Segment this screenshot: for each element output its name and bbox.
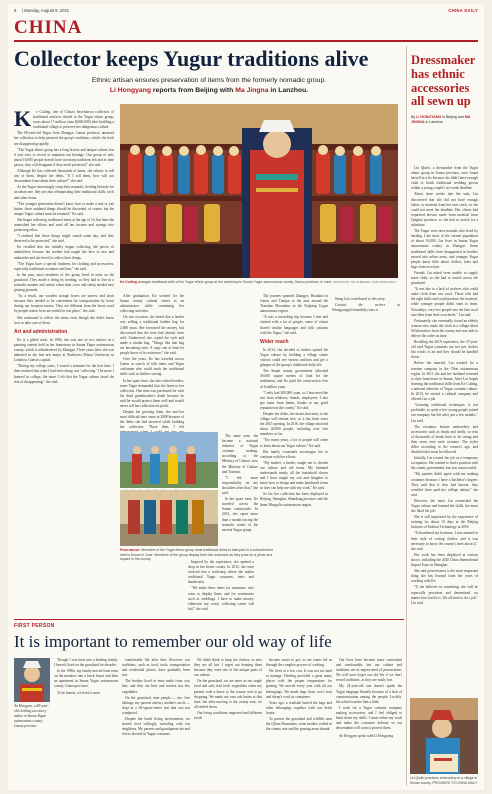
paragraph: So far, her collection has been displayed in Beijing, Shanghai, Shandong province and the Inner Mongolia autonomous region. bbox=[260, 492, 328, 507]
byline-text: in Lanzhou bbox=[424, 120, 444, 125]
paragraph: The herders lived in tents made from cow hair, and they ate beef and mutton but few vegetables. bbox=[122, 679, 190, 694]
caption-lead: From above: bbox=[120, 548, 141, 552]
paragraph: "It was due to a lack of workers who could make cloth from raw wool. Those who had the right skills and could produce the material, while younger people didn't want to learn. Nowadays, very few people sew the fine wool into fiber from their own herds," Lin said. bbox=[411, 287, 478, 317]
article-column-2a bbox=[120, 294, 184, 428]
paragraph: Her family constantly encourages her to continue with her efforts. bbox=[260, 449, 328, 459]
paragraph: The Yugur were once nomads who lived by herding. Like most of the current population of about 16,000, Lin lives in Sunan Yugur autonomous county in Zhangye. Some traditional skills have disappeared as herders moved into urban areas, and younger Yugur people knew little about clothes, tents and bags from own hair. bbox=[411, 229, 478, 269]
page-number: 8 bbox=[14, 8, 17, 13]
paragraph: Ke recalled that she initially began collecting old pieces of embroidery because her mother had taught her how to sew and embroider and she loved to collect their things. bbox=[14, 245, 114, 260]
section-title: CHINA bbox=[14, 17, 83, 38]
paragraph: "I realized that these things might vanish some day, and they deserved to be protected," she said. bbox=[14, 234, 114, 244]
contact-note: Contact the writers at lihongyang@chinadaily.com.cn bbox=[332, 303, 400, 313]
paragraph: She began collecting traditional items at the age of 14, but later she intensified her efforts and used all her income and savings into protecting relics. bbox=[14, 217, 114, 233]
portrait-an-hongyan bbox=[14, 658, 50, 702]
first-person-label: FIRST PERSON bbox=[14, 623, 55, 629]
paragraph: The journey spanned Zhangye, Huahaizi in Gansu and Tianjun to the area around the Tianshan Mountains in the Xinjiang Uygur autonomous region. bbox=[260, 294, 328, 314]
paragraph: Over the years, Ke has traveled across Gansu in search of folk items and Yugur craftsmen who could teach her traditional skills such as leather carving. bbox=[120, 357, 184, 377]
subhead-wider-reach: Wider reach bbox=[260, 338, 289, 345]
paragraph: About three weeks into the task, Lin discovered that she did not have enough fabric, or material from her own stock, so she could not meet the deadline. Her clients had requested dresses made from material from Qinghai province, so she had to search for a substitute. bbox=[411, 192, 478, 228]
main-photo-workshop-dolls bbox=[120, 104, 398, 278]
paragraph: "Too many years, a lot of people will come to learn about our Yugur culture," Ke said. bbox=[260, 438, 328, 448]
paragraph: "I only had 300,000 yuan, so I borrowed the rest from relatives, friends, employees. I also got loans from banks, thanks to my good reputation in the county," Ke said. bbox=[260, 390, 328, 410]
paragraph: "It broadened my horizons. I was amazed at their style of cutting clothes, and it was necessary to know the county's tears about it," she said. bbox=[411, 531, 478, 551]
paragraph: In her spare time, Ke traveled across the Sunan countryside. In 2013, she spent more than a month tracing the nomadic routes of the ancient Yugur group. bbox=[222, 497, 258, 532]
photo-cultural-event bbox=[120, 432, 218, 546]
column-text bbox=[54, 658, 118, 696]
paragraph: Our living conditions improved and different foods bbox=[194, 710, 262, 721]
photo-credit: PHOTOS BY YAO XUEFENG / FOR CHINA DAILY bbox=[333, 280, 397, 284]
paragraph: e Cuiling, one of China's best-known collectors of traditional artifacts related to the Yugur ethnic group, owns about 17 million yuan ($260,000) after building a traditional village to preserve her indigenous culture. bbox=[33, 110, 114, 130]
paragraph: On the grassland, nine people — me, five siblings, my parents and my mother's uncle — slept in a 30-square-meter tent that was not windproof. bbox=[122, 695, 190, 715]
page-header bbox=[14, 6, 478, 16]
first-person-rule bbox=[14, 619, 404, 620]
deck-line: Ethnic artisan ensures preservation of items from the formerly nomadic group. bbox=[91, 77, 327, 84]
first-person-byline: An Hongyan spoke with Li Hongyang. bbox=[339, 734, 394, 739]
paragraph: We lived at a low cost. It was not too hard to manage. Herding provided a great many places with the proper temperature for grazing. We moved every year with all our belongings. We made bags from cow's hair and sheep's wool as containers. bbox=[266, 669, 332, 699]
paragraph: Despite her growing fame, she and her most difficult time came in 2008 because of the debts she had incurred while building her collection. "Back then, I felt bbox=[120, 410, 184, 430]
subhead-art: Art and administration bbox=[14, 328, 68, 335]
reporter-name: LI HONGYANG bbox=[416, 115, 442, 119]
column-text bbox=[14, 106, 114, 326]
paragraph: Lin Qiufei, a dressmaker from the Yugur ethnic group in Gansu province, once found herself in a fix because she didn't have enough cloth to finish traditional wedding gowns within a young couple's six-week deadline. bbox=[411, 166, 478, 191]
contributor-note: Wang Lixi contributed to this story. bbox=[335, 297, 386, 301]
deck-byline-text: in Lanzhou. bbox=[268, 87, 309, 95]
paragraph: "The Yugur ethnic group has a long history and unique culture, but it isn't easy to record or maintain our heritage. Our group of only about 16,000 people doesn't have too many traditions left and as time passes, they will disappear if they aren't protected," she said. bbox=[14, 147, 114, 167]
paragraph: To protect the grassland and wildlife near the Qilian Mountains, some herders settled in the county seat and the grazing areas shrank. bbox=[266, 717, 332, 732]
paragraph: Fortunately, she eventually found an elderly woman who made the cloth in a village about 50 kilometers from the county and was able to deliver the order on time. bbox=[411, 318, 478, 338]
portrait-caption: An Hongyan, a 49-year-old clothing accessory maker in Sunan Yugur autonomous county, Gansu province bbox=[14, 704, 49, 729]
paragraph: "During my college years, I visited a museum for the first time. I then realized that what I had been doing was 'collecting.' The more I learned in college, the more I felt that the Yugur culture faced the risk of disappearing," she said. bbox=[14, 364, 114, 384]
paragraph: "As a result, our wooden storage boxes are narrow and short because they needed to be convenient for transportation by horse during our frequent moves. They are different from the boxes used by people whose lives are settled in one place," she said. bbox=[14, 294, 114, 314]
photo-embroidery bbox=[410, 698, 478, 774]
paragraph: After graduation, Ke worked for the Sunan county cultural center as an administrator while continuing her collecting activities. bbox=[120, 294, 184, 314]
sidebar-story bbox=[406, 46, 478, 786]
paragraph: She continued to collect the items even though she didn't know how to take care of them. bbox=[14, 315, 114, 325]
sidebar-body bbox=[411, 166, 478, 734]
paragraph: "We make these items for museums, who want to display them, and for ceremonies such as weddings. I have to make money, otherwise my costly collecting career will fail," she said. bbox=[188, 586, 254, 611]
paragraph: Years ago, a roadside buried the bags and other belongings together with our brick house. bbox=[266, 700, 332, 715]
article-column-3b bbox=[188, 560, 254, 618]
paragraph: However, the more Lin researched the Yugur culture and learned the skills, the more she liked the job. bbox=[411, 498, 478, 514]
column-text bbox=[122, 658, 190, 737]
paragraph: On one occasion, she heard that a herder was selling a traditional leather bag for 2,000 yuan. She borrowed the money, but discovered that the item had already been sold. Undeterred, she copied the style and made a similar bag. "Things like that bag are becoming rarer. A copy can at least let people know of its existence," she said. bbox=[120, 315, 184, 356]
paragraph: "I felt more responsibility on my shoulders after that," she said. bbox=[222, 475, 258, 496]
paragraph: Initially, Lin treated the job as a temporary occupation. She wanted to find a position with the county government, but was unsuccessful. bbox=[411, 456, 478, 471]
paragraph: became easier to get, so our wants led us through the complex process of cooking. bbox=[266, 658, 332, 668]
column-text bbox=[194, 658, 262, 721]
paragraph: Friends Lin asked were unable to supply more cloth, so she had to search across the grassland. bbox=[411, 270, 478, 286]
column-text bbox=[266, 658, 332, 732]
paragraph: comfortable life after that. However, our traditions, such as food, tools, transportation and residential places, have gradually been lost. bbox=[122, 658, 190, 678]
main-headline: Collector keeps Yugur traditions alive bbox=[14, 46, 369, 71]
paragraph: In the past, most members of the group lived in tents on the grassland. They made a living by herding, so they had to live in a nomadic manner and winter when their cows and sheep needed new grazing grounds. bbox=[14, 272, 114, 293]
article-column-5 bbox=[222, 434, 258, 544]
paragraph: We didn't think to keep the clothes, so now they are all lost. I regret not keeping them because they were one of the unique parts of our culture. bbox=[194, 658, 262, 678]
paragraph: Our lives have become more convenient and comfortable, but our culture and traditions are in urgent need of preservation. We will soon forget our old life if we don't record traditions, as they are easily lost. bbox=[336, 658, 402, 683]
paragraph: "The Yugur have a special fondness for clothing and accessories, especially traditional costumes and hats," she said. bbox=[14, 261, 114, 271]
paragraph: The Sunan county government allocated 30,000 square meters of land for the settlement, and Ke paid the construction fees of 6 million yuan. bbox=[260, 369, 328, 389]
paragraph: As the Yugur increasingly swap their nomadic, herding lifestyle for an urban one, they are also relinquishing their traditional skills, tools and other items. bbox=[14, 185, 114, 200]
paragraph: "If she believes in something, she will be especially persistent and determined, no matter how hard it is. We all need to do a job," Lin said. bbox=[411, 585, 478, 605]
column-text bbox=[14, 338, 114, 385]
column-text bbox=[188, 560, 254, 612]
first-person-column-5 bbox=[336, 658, 402, 788]
reporter-name: Li Hongyang bbox=[109, 87, 152, 95]
reporter-name: Ma Jingna bbox=[235, 87, 269, 95]
paragraph: She is still impressed by the experience of training for about 10 days at the Beijing Institute of Fashion Technology in 2018. bbox=[411, 515, 478, 530]
paragraph: In her spare time, she also visited herders, some Yugur demanded that she listen to her collection. One item was purchased for with his dead grandmother's death because he said he would protect them well and would never sell her collection for profit. bbox=[120, 378, 184, 408]
section-rule bbox=[14, 40, 478, 42]
paragraph: In the 1990s, my family moved from tents on the meadow into a brick house and then an apartment in Sunan Yugur autonomous county, Gansu province. bbox=[54, 669, 118, 689]
paragraph: "Learning traditional techniques is not profitable, so quite a few young people joined our company but left after just a few months," Lin said. bbox=[411, 403, 478, 423]
first-person-column-3 bbox=[194, 658, 262, 788]
first-person-column-4 bbox=[266, 658, 332, 788]
article-column-3 bbox=[188, 294, 254, 428]
sidebar-byline bbox=[411, 115, 478, 125]
first-person-headline: It is important to remember our old way of life bbox=[14, 632, 332, 651]
main-photo-caption bbox=[120, 280, 398, 285]
column-text bbox=[222, 434, 258, 533]
paragraph: Although Ke has collected thousands of items, she refuses to sell any of them, despite her debts. "If I sell them, how will our descendants learn about their culture?" she said. bbox=[14, 169, 114, 184]
paragraph: "The younger generation doesn't know how to make a tent or yak butter; these outdated things should be discarded, of course, but the unique Yugur culture must be retained," Ke said. bbox=[14, 201, 114, 216]
column-text bbox=[260, 294, 328, 336]
paragraph: Before she married, Lin worked for a tourism company in the Tibet autonomous region. In 2011 she and her husband returned to their hometown in Sunan. After Lin began learning the traditional skills from Ke Cuiling, a national inheritor of Yugur costume culture. In 2013, he started a cultural company and offered Lin a job. bbox=[411, 361, 478, 402]
paragraph: Her work has been displayed at various shows, including the 2020 China International Import Expo in Shanghai. bbox=[411, 552, 478, 568]
paragraph: To be honest, we lived a more bbox=[57, 690, 101, 695]
paragraph: My 24-year-old son doesn't speak the Yugur language fluently because of a lack of communication among the people. Luckily, his school teaches him a little. bbox=[336, 684, 402, 704]
paragraph: Despite her debts, she insists that entry to the village will remain free, as it has been since the 2015 opening. In 2016, the village attracted about 40,000 people, including over five members so far. bbox=[260, 411, 328, 437]
article-column-1 bbox=[14, 106, 114, 615]
article-column-6 bbox=[332, 294, 400, 616]
paragraph: The same year, she became a national inheritor of Yugur costume making, according to the Ministry of Culture, now the Ministry of Culture and Tourism. bbox=[222, 434, 258, 474]
first-person-column-2 bbox=[122, 658, 190, 788]
drop-cap: K bbox=[14, 106, 32, 131]
reporter-name: MA JINGNA bbox=[411, 115, 471, 125]
paragraph: "It was a rewarding trip because I met and chatted with a lot of people, some of whom shared similar languages and folk customs with the Yugur," she said. bbox=[260, 315, 328, 335]
article-column-2b bbox=[120, 560, 184, 618]
caption-text: arranges traditional dolls of the Yugur ethnic group at her workshop in Sunan Yugur autonomous county, Gansu province, in June. bbox=[136, 280, 333, 284]
deck-byline bbox=[14, 86, 404, 96]
article-deck bbox=[14, 76, 404, 96]
column-text bbox=[411, 166, 478, 606]
paragraph: Inspired by the experience, she opened a shop in her home county. In 2012, she once evolved into a workshop where she makes traditional Yugur costumes, tents and handicrafts. bbox=[188, 560, 254, 585]
paragraph: "My mother, a herder, taught me to cherish our culture and old items. My husband understands nearly all the household chores and I have taught my son and daughter to know how to design and make handicraft items so they can help me with my work," Ke said. bbox=[260, 460, 328, 491]
paragraph: The 60-year-old Yugur from Zhangye, Gansu province, amassed her collection to help preserve the group's traditions, which she feels are disappearing rapidly. bbox=[14, 131, 114, 146]
paragraph: Despite the harsh living environment, we shared food willingly, including with our neighbors. My parents and grandparent ate and fed us dressed in Yugur costumes. bbox=[122, 717, 190, 737]
newspaper-page bbox=[8, 4, 484, 790]
paragraph: On the grassland, we ate more as our staple food and only had fresh vegetables when my parents rode a horse to the county seat to go shopping. We made our own yak butter at that time, but after moving to the county seat, we all settled down. bbox=[194, 679, 262, 709]
photo-c-caption: Lin Qiufei practices embroidery in a village in Sunan county. PROVIDED TO CHINA DAILY bbox=[410, 776, 478, 785]
deck-byline-text: reports from Beijing with bbox=[151, 87, 236, 95]
paragraph: Ke is a gifted artist. In 1984, she was one of two natives in a painting contest held in her hometown in Sunan Yugur autonomous county, which is administered by Zhangye. Three years later, she was admitted to the fine arts major at Northwest Minzu University in Lanzhou, Gansu's capital. bbox=[14, 337, 114, 363]
column-text bbox=[336, 658, 402, 731]
article-column-4 bbox=[260, 294, 328, 616]
caption-text: Members of the Yugur ethnic group wear traditional dress to take part in a cultural event held in Sunan in June. Members of the group display their folk costumes as they pose for a photo at a square in the county. bbox=[120, 548, 273, 562]
issue-date: | Monday, August 9, 2021 bbox=[22, 8, 70, 13]
paragraph: In 2014, she decided to further spread the Yugur culture by building a village where visitors could see various artifacts and get a glimpse of the group's traditional daily life. bbox=[260, 347, 328, 368]
column-text bbox=[260, 348, 328, 508]
first-person-column-1 bbox=[54, 658, 118, 788]
byline-text: By bbox=[411, 115, 417, 119]
paragraph: She said perseverance is the most important thing she has learned from her years of working with Ke. bbox=[411, 569, 478, 584]
paragraph: Recalling the 2019 experience, the 37-year-old said Yugur costumes are not just clothes but works of art and they should be handled down. bbox=[411, 340, 478, 360]
paragraph: "My parents didn't agree with me making costumes because I have a bachelor's degree. They said that if they had known, they wouldn't have paid my college tuition," she said. bbox=[411, 472, 478, 497]
paragraph: Though I was born into a herding family, I haven't lived on the grassland for decades. bbox=[54, 658, 118, 668]
paper-name: CHINA DAILY bbox=[448, 8, 478, 13]
sidebar-headline: Dressmaker has ethnic accessories all sewn up bbox=[411, 53, 476, 109]
byline-text: in Beijing and bbox=[441, 115, 465, 119]
paragraph: I work for a Yugur costume company making accessories, and I feel obliged to hand down my skills. I must refine my work and make the costumes delicate so our descendants will want to protect them. bbox=[336, 705, 402, 731]
photo-b-caption bbox=[120, 548, 280, 562]
caption-name: Ke Cuiling bbox=[120, 280, 137, 284]
paragraph: The costumes feature embroidery and accessories such as beads and shells, so tens of thousands of beads have to be strung and then sewn onto each costume. The styles differ according to the wearer's age, and detailed rules must be followed. bbox=[411, 424, 478, 455]
